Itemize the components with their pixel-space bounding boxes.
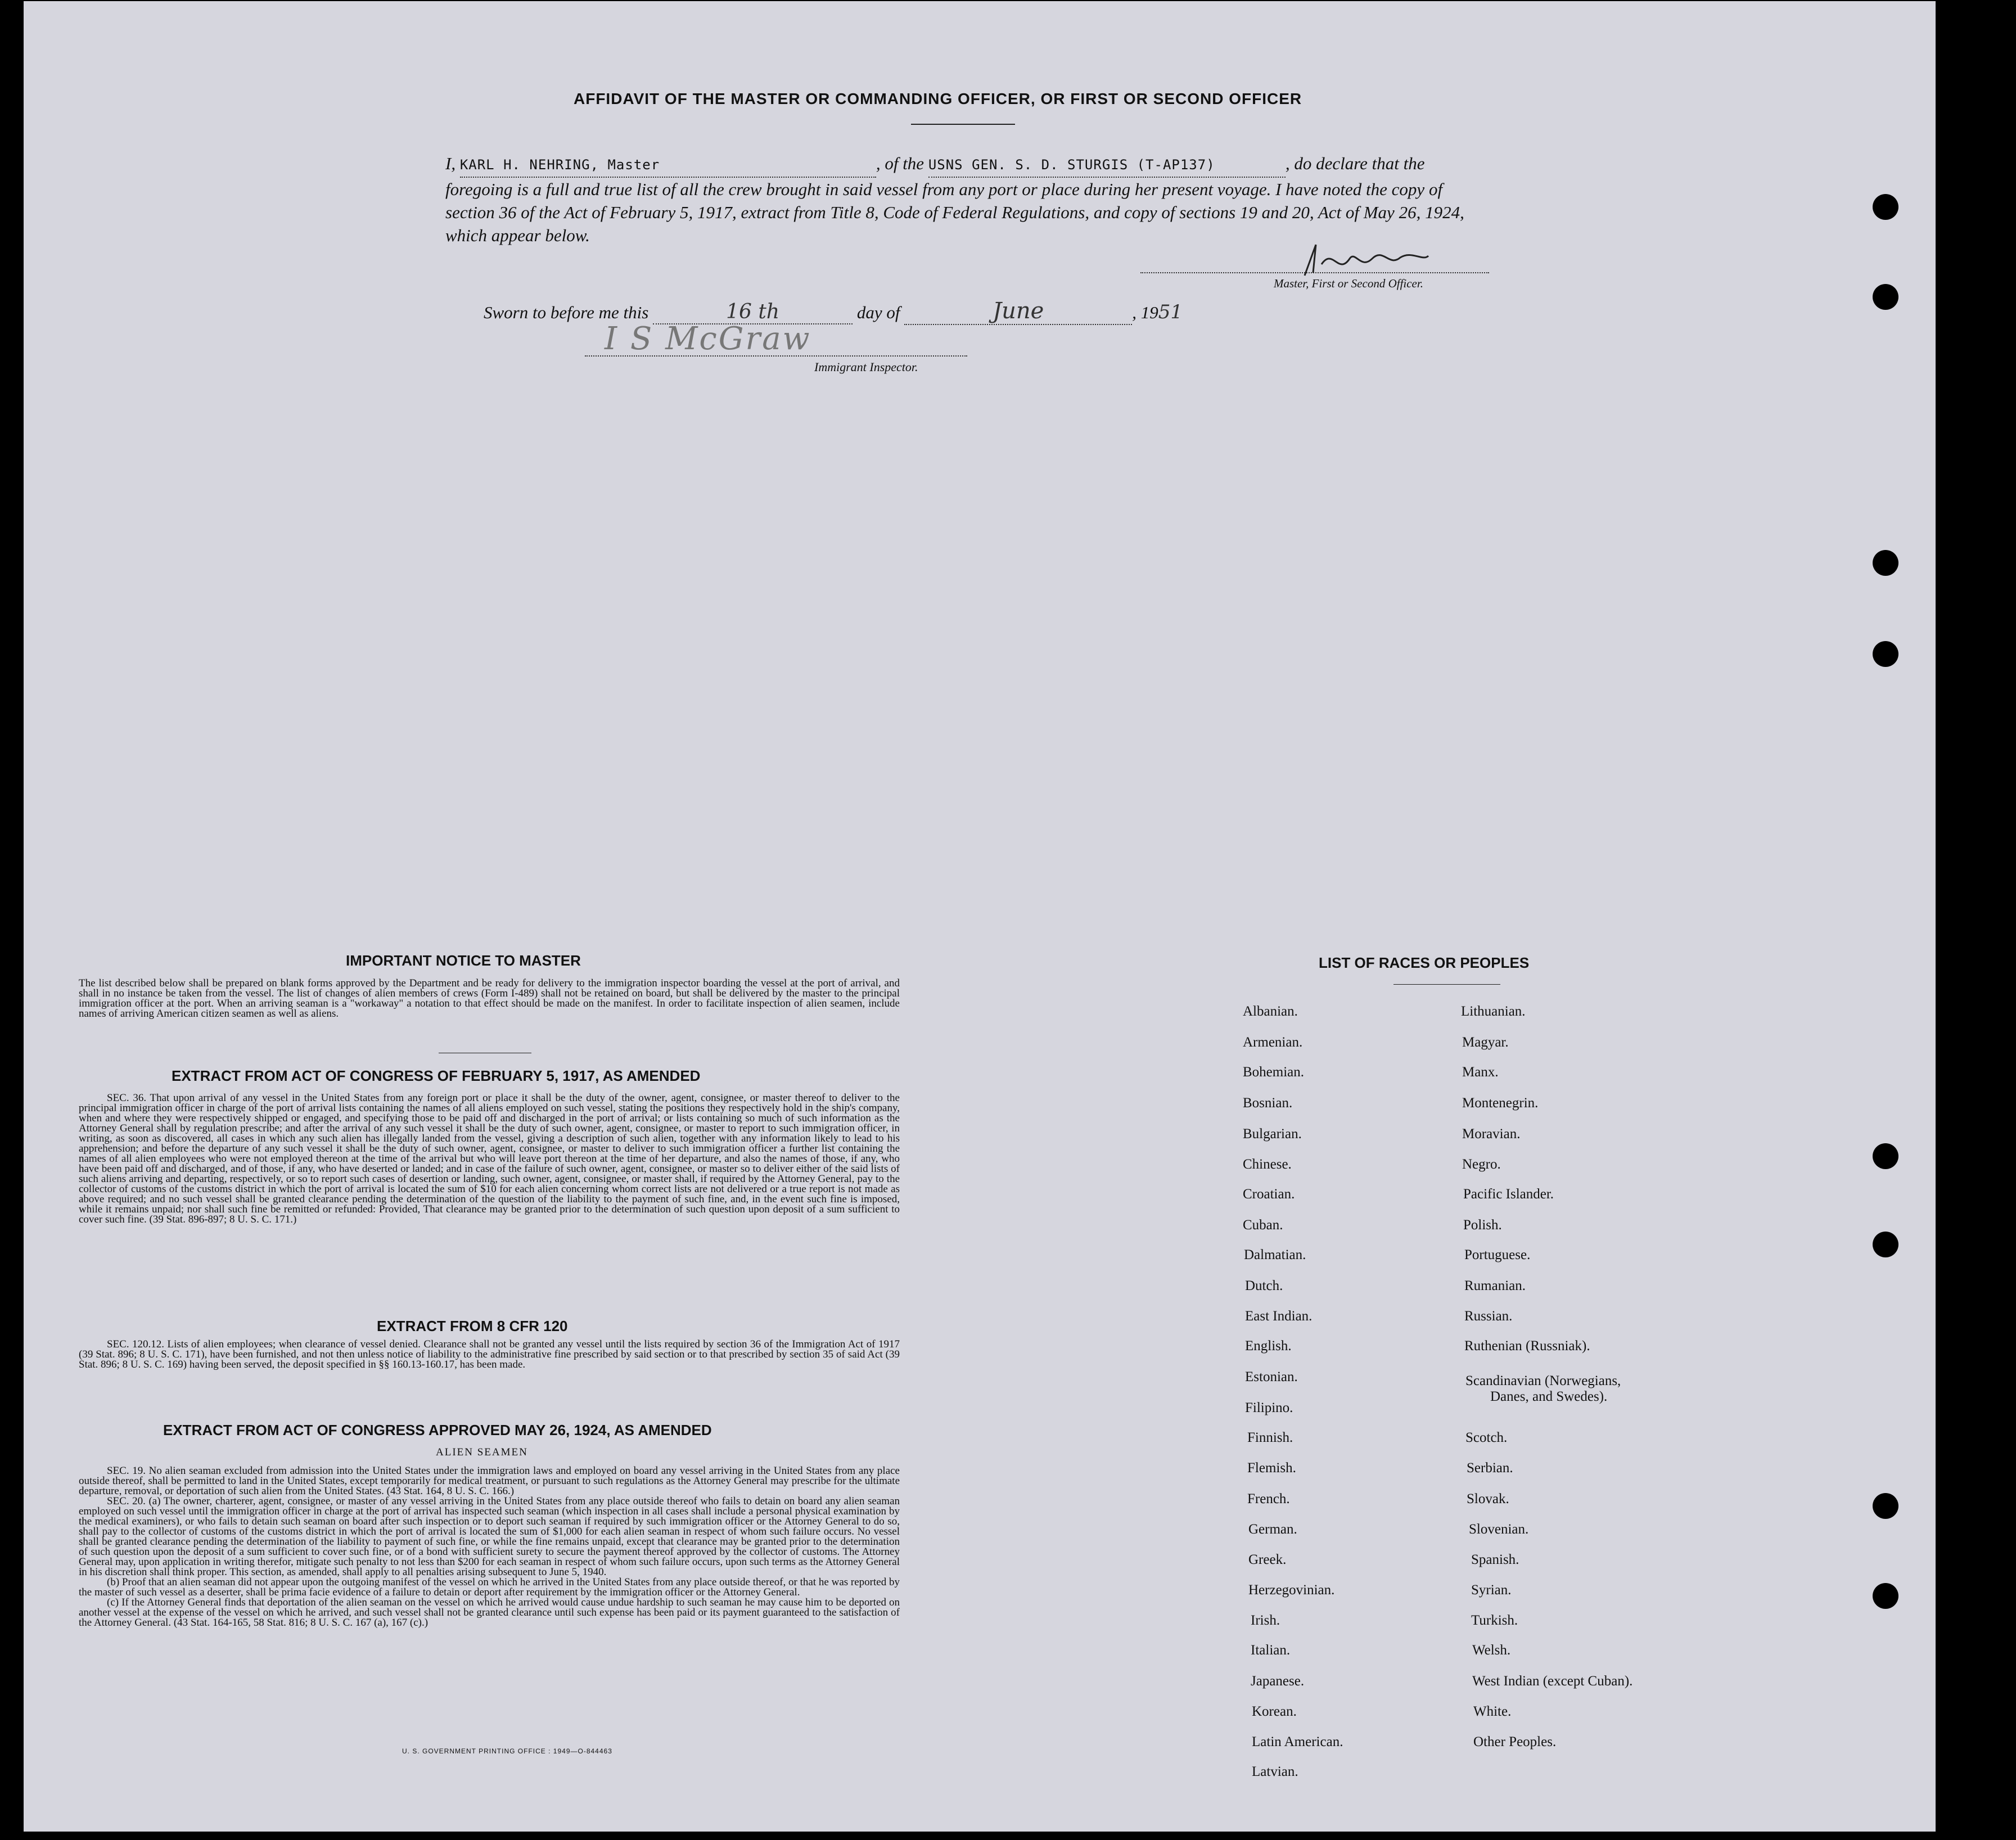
race-item: Greek. bbox=[1248, 1552, 1287, 1567]
race-item: Albanian. bbox=[1243, 1004, 1298, 1019]
vessel-name: USNS GEN. S. D. STURGIS (T-AP137) bbox=[928, 154, 1286, 178]
race-item: Scandinavian (Norwegians, bbox=[1465, 1373, 1621, 1388]
race-item: Estonian. bbox=[1245, 1369, 1298, 1384]
race-item: Slovak. bbox=[1467, 1491, 1509, 1507]
extract-1924-body bbox=[79, 1466, 900, 1628]
sec-20a-text: SEC. 20. (a) The owner, charterer, agent, consignee, or master of any vessel arriving in the United States from any place outside thereof who fails to detain on board any alien seaman employed on such vessel until the immigration officer in charge at the port of arrival has inspected such seaman (which inspection in all cases shall include a personal physical examination by the medical examiners), or who fails to detain such seaman on board after such inspection or to deport such seaman if required by such immigration officer or the Attorney General to do so, shall pay to the collector of customs of the customs district in which the port of arrival is located the sum of $1,000 for each alien seaman in respect of whom such failure occurs. No vessel shall be granted clearance pending the determination of the liability to payment of such fine, or while the fine remains unpaid, except that clearance may be granted prior to the determination of such question upon the deposit of a sum sufficient to cover such fine, or of a bond with sufficient surety to secure the payment thereof approved by the collector of customs. The Attorney General may, upon application in writing therefor, mitigate such penalty to not less than $200 for each seaman in respect of whom such failure occurs, upon such terms as the Attorney General in his discretion shall think proper. This section, as amended, shall apply to all penalties arising subsequent to June 5, 1940. bbox=[79, 1495, 900, 1578]
punch-hole bbox=[1873, 1583, 1898, 1609]
races-title-rule bbox=[1393, 984, 1500, 985]
title-rule bbox=[911, 124, 1015, 125]
affidavit-declaration bbox=[445, 152, 1494, 247]
punch-hole bbox=[1873, 1143, 1898, 1169]
decl-prefix: I, bbox=[445, 154, 456, 173]
race-item: Bosnian. bbox=[1243, 1095, 1293, 1111]
notice-text: The list described below shall be prepared on blank forms approved by the Department and be ready for delivery to the immigration inspector boarding the vessel at the port of arrival, and shall in no instance be taken from the vessel. The list of changes of alien members of crews (Form I-489) shall not be retained on board, but shall be delivered by the master to the principal immigration officer at the port. When an arriving seaman is a "workaway" a notation to that effect should be made on the manifest. In order to facilitate inspection of alien seamen, include names of arriving American citizen seamen as well as aliens. bbox=[79, 977, 900, 1020]
race-item: Finnish. bbox=[1247, 1430, 1293, 1445]
race-item: French. bbox=[1247, 1491, 1290, 1507]
race-item: Turkish. bbox=[1471, 1613, 1518, 1628]
punch-hole bbox=[1873, 284, 1898, 310]
races-title: LIST OF RACES OR PEOPLES bbox=[1319, 954, 1530, 971]
extract-1924-subtitle: ALIEN SEAMEN bbox=[436, 1446, 528, 1458]
punch-hole bbox=[1873, 1493, 1898, 1519]
race-item: Bulgarian. bbox=[1243, 1126, 1302, 1142]
sworn-day: 16 th bbox=[653, 300, 853, 324]
punch-hole bbox=[1873, 550, 1898, 576]
race-item: Serbian. bbox=[1467, 1460, 1513, 1476]
race-item: Pacific Islander. bbox=[1463, 1187, 1554, 1202]
race-item: Polish. bbox=[1463, 1217, 1502, 1233]
race-item: Rumanian. bbox=[1464, 1278, 1526, 1293]
sworn-year-prefix: , 19 bbox=[1132, 303, 1158, 322]
race-item: Magyar. bbox=[1462, 1035, 1509, 1050]
sworn-prefix: Sworn to before me this bbox=[484, 303, 649, 322]
decl-text: that the foregoing is a full and true list of all the crew brought in said vessel from any port or place during her present voyage. I have noted the copy of section 36 of the Act of February 5, 1917, extract from Title 8, Code of Federal Regulations, and copy of sections 19 and 20, Act of May 26, 1924, which appear below. bbox=[445, 154, 1464, 245]
inspector-signature: I S McGraw bbox=[605, 321, 811, 357]
race-item: English. bbox=[1245, 1338, 1292, 1354]
sec-20b-text: (b) Proof that an alien seaman did not appear upon the outgoing manifest of the vessel on which he arrived in the United States from any place outside thereof, or that he was reported by the master of such vessel as a deserter, shall be prima facie evidence of a failure to detain or deport after requirement by the immigration officer or the Attorney General. bbox=[79, 1576, 900, 1598]
punch-hole bbox=[1873, 641, 1898, 667]
race-item: Spanish. bbox=[1471, 1552, 1519, 1567]
race-item: Cuban. bbox=[1243, 1217, 1283, 1233]
race-item: Armenian. bbox=[1243, 1035, 1303, 1050]
inspector-line bbox=[585, 355, 967, 357]
race-item: Slovenian. bbox=[1469, 1522, 1529, 1537]
race-item: Ruthenian (Russniak). bbox=[1464, 1338, 1590, 1354]
race-item: Syrian. bbox=[1471, 1582, 1512, 1598]
race-item: Italian. bbox=[1251, 1643, 1291, 1658]
punch-hole bbox=[1873, 1232, 1898, 1257]
race-item: Dalmatian. bbox=[1244, 1247, 1306, 1262]
race-item: West Indian (except Cuban). bbox=[1472, 1674, 1633, 1689]
race-item: Croatian. bbox=[1243, 1187, 1295, 1202]
extract-1917-title: EXTRACT FROM ACT OF CONGRESS OF FEBRUARY 5, 1917, AS AMENDED bbox=[172, 1067, 701, 1084]
extract-cfr-title: EXTRACT FROM 8 CFR 120 bbox=[377, 1318, 568, 1334]
race-item: Dutch. bbox=[1245, 1278, 1283, 1293]
race-item: Negro. bbox=[1462, 1157, 1501, 1172]
race-item: Portuguese. bbox=[1464, 1247, 1531, 1262]
race-item: Japanese. bbox=[1251, 1674, 1305, 1689]
race-item: Welsh. bbox=[1472, 1643, 1511, 1658]
affidavit-title: AFFIDAVIT OF THE MASTER OR COMMANDING OFFICER, OR FIRST OR SECOND OFFICER bbox=[574, 90, 1302, 107]
race-item: White. bbox=[1473, 1704, 1512, 1719]
race-item: Moravian. bbox=[1462, 1126, 1521, 1142]
sworn-month: June bbox=[904, 298, 1132, 325]
inspector-caption: Immigrant Inspector. bbox=[814, 360, 918, 374]
race-item: Herzegovinian. bbox=[1248, 1582, 1335, 1598]
race-item: Lithuanian. bbox=[1461, 1004, 1526, 1019]
notice-title: IMPORTANT NOTICE TO MASTER bbox=[346, 952, 581, 969]
signature-caption: Master, First or Second Officer. bbox=[1274, 277, 1423, 290]
race-item: Montenegrin. bbox=[1462, 1095, 1539, 1111]
race-item: Chinese. bbox=[1243, 1157, 1292, 1172]
race-item: Flemish. bbox=[1247, 1460, 1296, 1476]
extract-cfr-text: SEC. 120.12. Lists of alien employees; when clearance of vessel denied. Clearance shall not be granted any vessel until the lists required by section 36 of the Immigration Act of 1917 (39 Stat. 896; 8 U. S. C. 171), have been furnished, and not then unless notice of liability to the administrative fine prescribed by said section or to that prescribed by section 35 of said Act (39 Stat. 896; 8 U. S. C. 169) having been served, the deposit specified in §§ 160.13-160.17, has been made. bbox=[79, 1338, 900, 1370]
race-item: East Indian. bbox=[1245, 1309, 1313, 1324]
sec-20c-text: (c) If the Attorney General finds that deportation of the alien seaman on the vessel on which he arrived would cause undue hardship to such seaman he may cause him to be deported on another vessel at the expense of the vessel on which he arrived, and such vessel shall not be granted clearance until such expense has been paid or its payment guaranteed to the satisfaction of the Attorney General. (43 Stat. 164-165, 58 Stat. 816; 8 U. S. C. 167 (a), 167 (c).) bbox=[79, 1597, 900, 1629]
master-name: KARL H. NEHRING, Master bbox=[460, 154, 876, 178]
race-item: Scotch. bbox=[1465, 1430, 1508, 1445]
sworn-line bbox=[484, 298, 1183, 325]
race-item: Korean. bbox=[1252, 1704, 1297, 1719]
race-item: Latin American. bbox=[1252, 1734, 1343, 1749]
extract-1924-title: EXTRACT FROM ACT OF CONGRESS APPROVED MAY 26, 1924, AS AMENDED bbox=[163, 1422, 712, 1438]
race-item: Danes, and Swedes). bbox=[1490, 1389, 1608, 1404]
race-item: Irish. bbox=[1251, 1613, 1280, 1628]
punch-hole bbox=[1873, 194, 1898, 220]
extract-1917-text: SEC. 36. That upon arrival of any vessel in the United States from any foreign port or place it shall be the duty of the owner, agent, consignee, or master thereof to deliver to the principal immigration officer in charge of the port of arrival lists containing the names of all aliens employed on such vessel, stating the positions they respectively hold in the ship's company, when and where they were respectively shipped or engaged, and specifying those to be paid off and discharged in the port of arrival; or lists containing so much of such information as the Attorney General shall by regulation prescribe; and after the arrival of any such vessel it shall be the duty of such owner, agent, consignee, or master to report to such immigration officer, in writing, as soon as discovered, all cases in which any such alien has illegally landed from the vessel, giving a description of such alien, together with any information likely to lead to his apprehension; and before the departure of any such vessel it shall be the duty of such owner, agent, consignee, or master to deliver to such immigration officer a further list containing the names of all alien employees who were not employed thereon at the time of the arrival but who will leave port thereon at the time of her departure, and also the names of those, if any, who have been paid off and discharged, and of those, if any, who have deserted or landed; and in case of the failure of such owner, agent, consignee, or master so to deliver either of the said lists of such aliens arriving and departing, respectively, or so to report such cases of desertion or landing, such owner, agent, consignee, or master shall, if required by the Attorney General, pay to the collector of customs of the customs district in which the port of arrival is located the sum of $10 for each alien concerning whom correct lists are not delivered or a true report is not made as above required; and no such vessel shall be granted clearance pending the determination of the question of the liability to the payment of such fine, and, in the event such fine is imposed, while it remains unpaid; nor shall such fine be remitted or refunded: Provided, That clearance may be granted prior to the determination of such question upon deposit of a sum sufficient to cover such fine. (39 Stat. 896-897; 8 U. S. C. 171.) bbox=[79, 1092, 900, 1225]
sworn-year: 51 bbox=[1158, 301, 1183, 323]
signature-icon bbox=[1299, 242, 1434, 281]
race-item: Latvian. bbox=[1252, 1764, 1298, 1779]
race-item: Other Peoples. bbox=[1473, 1734, 1557, 1749]
race-item: German. bbox=[1248, 1522, 1297, 1537]
race-item: Russian. bbox=[1464, 1309, 1513, 1324]
race-item: Filipino. bbox=[1245, 1400, 1293, 1415]
race-item: Manx. bbox=[1462, 1065, 1499, 1080]
decl-of-the: , of the bbox=[876, 154, 924, 173]
decl-do-declare: , do declare bbox=[1285, 154, 1368, 173]
printing-office-footer: U. S. GOVERNMENT PRINTING OFFICE : 1949—O-844463 bbox=[402, 1747, 612, 1755]
sec-19-text: SEC. 19. No alien seaman excluded from admission into the United States under the immigration laws and employed on board any vessel arriving in the United States from any place outside thereof, shall be permitted to land in the United States, except temporarily for medical treatment, or pursuant to such regulations as the Attorney General may prescribe for the ultimate departure, removal, or deportation of such alien from the United States. (43 Stat. 164, 8 U. S. C. 166.) bbox=[79, 1465, 900, 1497]
race-item: Bohemian. bbox=[1243, 1065, 1305, 1080]
sworn-day-of: day of bbox=[856, 303, 900, 322]
